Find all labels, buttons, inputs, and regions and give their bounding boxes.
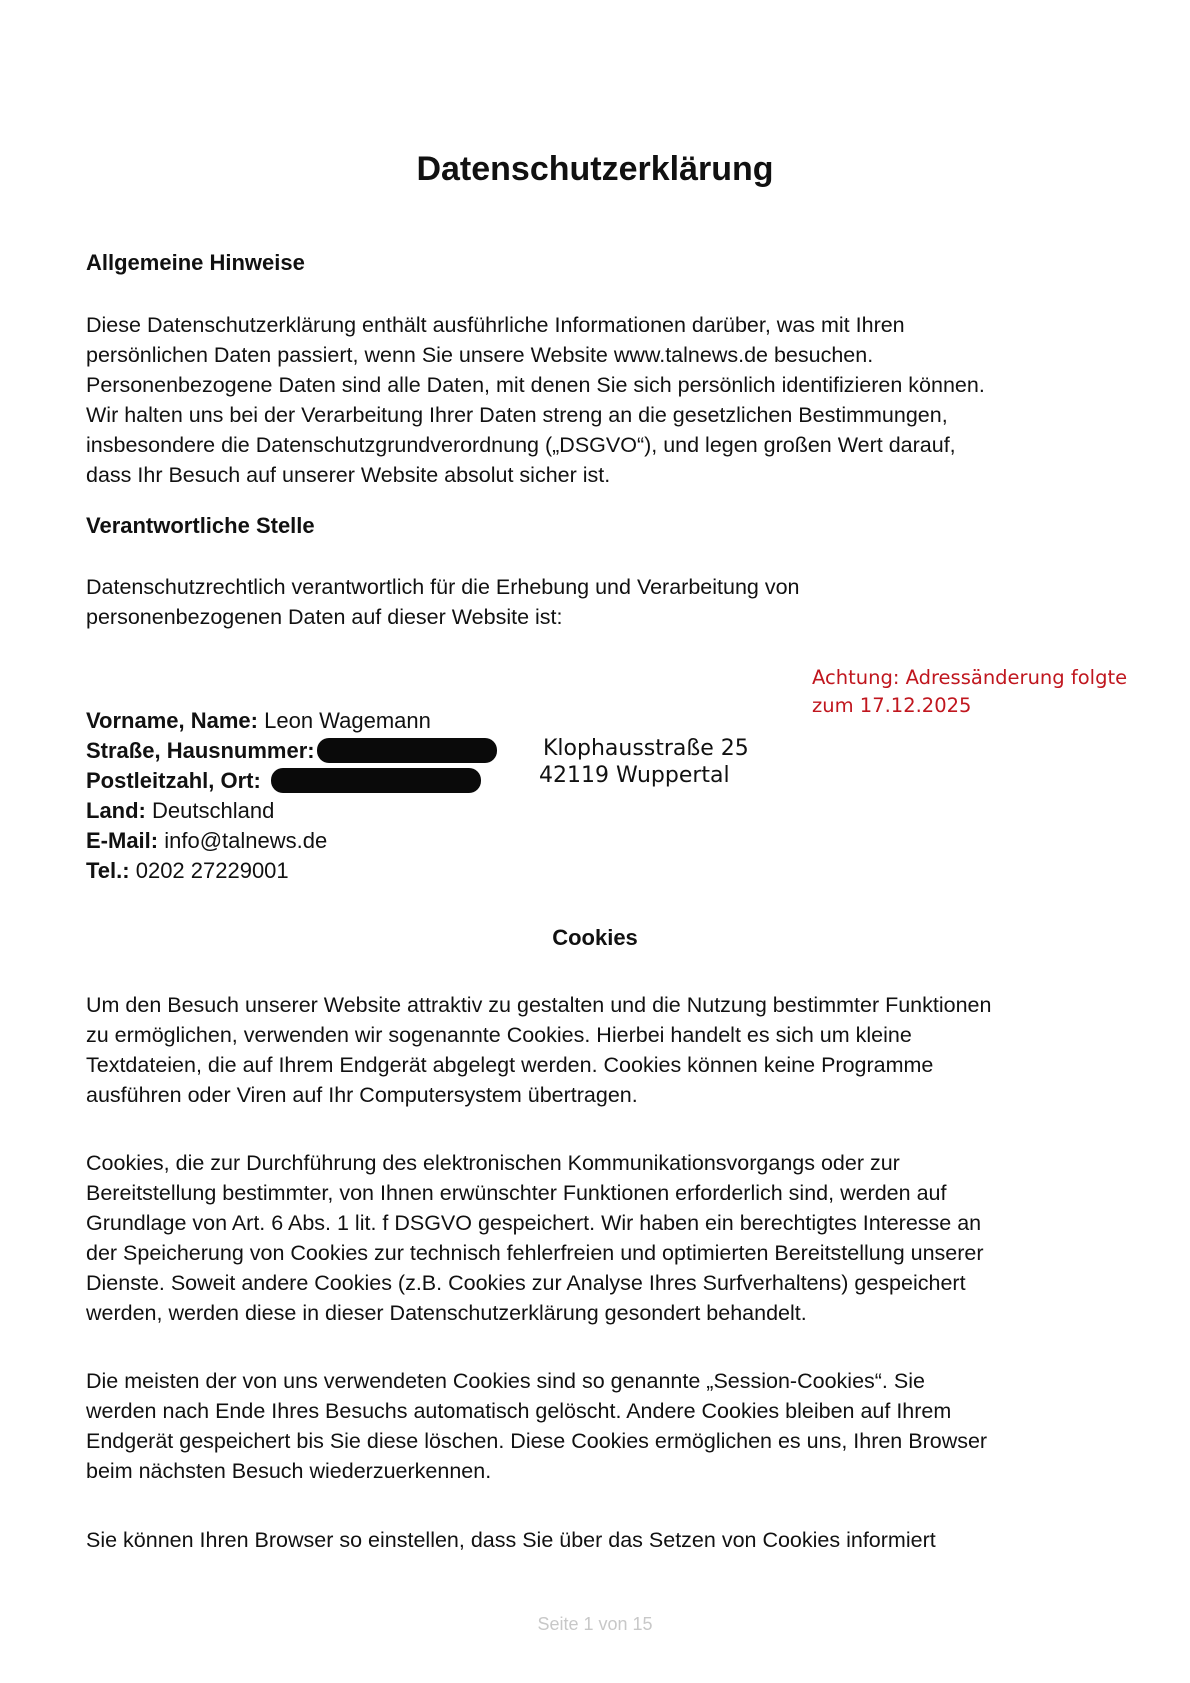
text-line: Um den Besuch unserer Website attraktiv zu gestalten und die Nutzung bestimmter Funktionen bbox=[86, 993, 992, 1017]
redaction-bar bbox=[317, 738, 497, 763]
text-line: Die meisten der von uns verwendeten Cookies sind so genannte „Session-Cookies“. Sie bbox=[86, 1369, 925, 1393]
paragraph-responsible bbox=[86, 572, 1126, 632]
handwritten-street: Klophausstraße 25 bbox=[543, 736, 749, 761]
text-line: persönlichen Daten passiert, wenn Sie unsere Website www.talnews.de besuchen. bbox=[86, 343, 874, 367]
paragraph-cookies-3 bbox=[86, 1366, 1126, 1486]
page-number-footer: Seite 1 von 15 bbox=[537, 1614, 653, 1634]
handwritten-city: 42119 Wuppertal bbox=[539, 763, 730, 788]
street-label: Straße, Hausnummer: bbox=[86, 738, 315, 763]
paragraph-cookies-2 bbox=[86, 1148, 1126, 1328]
text-line: Diese Datenschutzerklärung enthält ausführliche Informationen darüber, was mit Ihren bbox=[86, 313, 905, 337]
text-line: Sie können Ihren Browser so einstellen, dass Sie über das Setzen von Cookies informiert bbox=[86, 1528, 936, 1552]
address-change-note bbox=[812, 664, 1127, 720]
text-line: ausführen oder Viren auf Ihr Computersystem übertragen. bbox=[86, 1083, 638, 1107]
contact-block bbox=[86, 706, 497, 886]
contact-email-row bbox=[86, 826, 497, 856]
text-line: zu ermöglichen, verwenden wir sogenannte Cookies. Hierbei handelt es sich um kleine bbox=[86, 1023, 912, 1047]
paragraph-cookies-1 bbox=[86, 990, 1126, 1110]
redaction-bar bbox=[271, 768, 481, 793]
country-label: Land: bbox=[86, 798, 146, 823]
paragraph-cookies-4 bbox=[86, 1525, 1126, 1555]
contact-country-row bbox=[86, 796, 497, 826]
country-value: Deutschland bbox=[152, 798, 275, 823]
phone-value: 0202 27229001 bbox=[135, 858, 289, 883]
note-line: Achtung: Adressänderung folgte bbox=[812, 666, 1128, 689]
contact-phone-row bbox=[86, 856, 497, 886]
text-line: dass Ihr Besuch auf unserer Website absolut sicher ist. bbox=[86, 463, 611, 487]
text-line: Cookies, die zur Durchführung des elektronischen Kommunikationsvorgangs oder zur bbox=[86, 1151, 900, 1175]
text-line: personenbezogenen Daten auf dieser Website ist: bbox=[86, 605, 563, 629]
text-line: Grundlage von Art. 6 Abs. 1 lit. f DSGVO gespeichert. Wir haben ein berechtigtes Interesse an bbox=[86, 1211, 982, 1235]
paragraph-general bbox=[86, 310, 1126, 490]
text-line: Wir halten uns bei der Verarbeitung Ihrer Daten streng an die gesetzlichen Bestimmungen, bbox=[86, 403, 948, 427]
name-value: Leon Wagemann bbox=[264, 708, 431, 733]
email-label: E-Mail: bbox=[86, 828, 159, 853]
heading-cookies: Cookies bbox=[552, 925, 638, 950]
text-line: Endgerät gespeichert bis Sie diese löschen. Diese Cookies ermöglichen es uns, Ihren Browser bbox=[86, 1429, 988, 1453]
contact-name-row bbox=[86, 706, 497, 736]
contact-street-row bbox=[86, 736, 497, 766]
note-line: zum 17.12.2025 bbox=[812, 694, 972, 717]
name-label: Vorname, Name: bbox=[86, 708, 258, 733]
text-line: der Speicherung von Cookies zur technisch fehlerfreien und optimierten Bereitstellung unserer bbox=[86, 1241, 984, 1265]
text-line: Personenbezogene Daten sind alle Daten, mit denen Sie sich persönlich identifizieren können. bbox=[86, 373, 985, 397]
phone-label: Tel.: bbox=[86, 858, 130, 883]
text-line: Dienste. Soweit andere Cookies (z.B. Cookies zur Analyse Ihres Surfverhaltens) gespeichert bbox=[86, 1271, 966, 1295]
email-value: info@talnews.de bbox=[164, 828, 328, 853]
text-line: Bereitstellung bestimmter, von Ihnen erwünschter Funktionen erforderlich sind, werden auf bbox=[86, 1181, 947, 1205]
text-line: Textdateien, die auf Ihrem Endgerät abgelegt werden. Cookies können keine Programme bbox=[86, 1053, 934, 1077]
document-title: Datenschutzerklärung bbox=[416, 150, 774, 188]
text-line: insbesondere die Datenschutzgrundverordnung („DSGVO“), und legen großen Wert darauf, bbox=[86, 433, 956, 457]
text-line: werden, werden diese in dieser Datenschutzerklärung gesondert behandelt. bbox=[86, 1301, 807, 1325]
text-line: beim nächsten Besuch wiederzuerkennen. bbox=[86, 1459, 492, 1483]
text-line: werden nach Ende Ihres Besuchs automatisch gelöscht. Andere Cookies bleiben auf Ihrem bbox=[86, 1399, 952, 1423]
text-line: Datenschutzrechtlich verantwortlich für die Erhebung und Verarbeitung von bbox=[86, 575, 800, 599]
heading-responsible: Verantwortliche Stelle bbox=[86, 513, 315, 538]
zip-label: Postleitzahl, Ort: bbox=[86, 768, 261, 793]
heading-general: Allgemeine Hinweise bbox=[86, 250, 305, 275]
contact-zip-row bbox=[86, 766, 497, 796]
